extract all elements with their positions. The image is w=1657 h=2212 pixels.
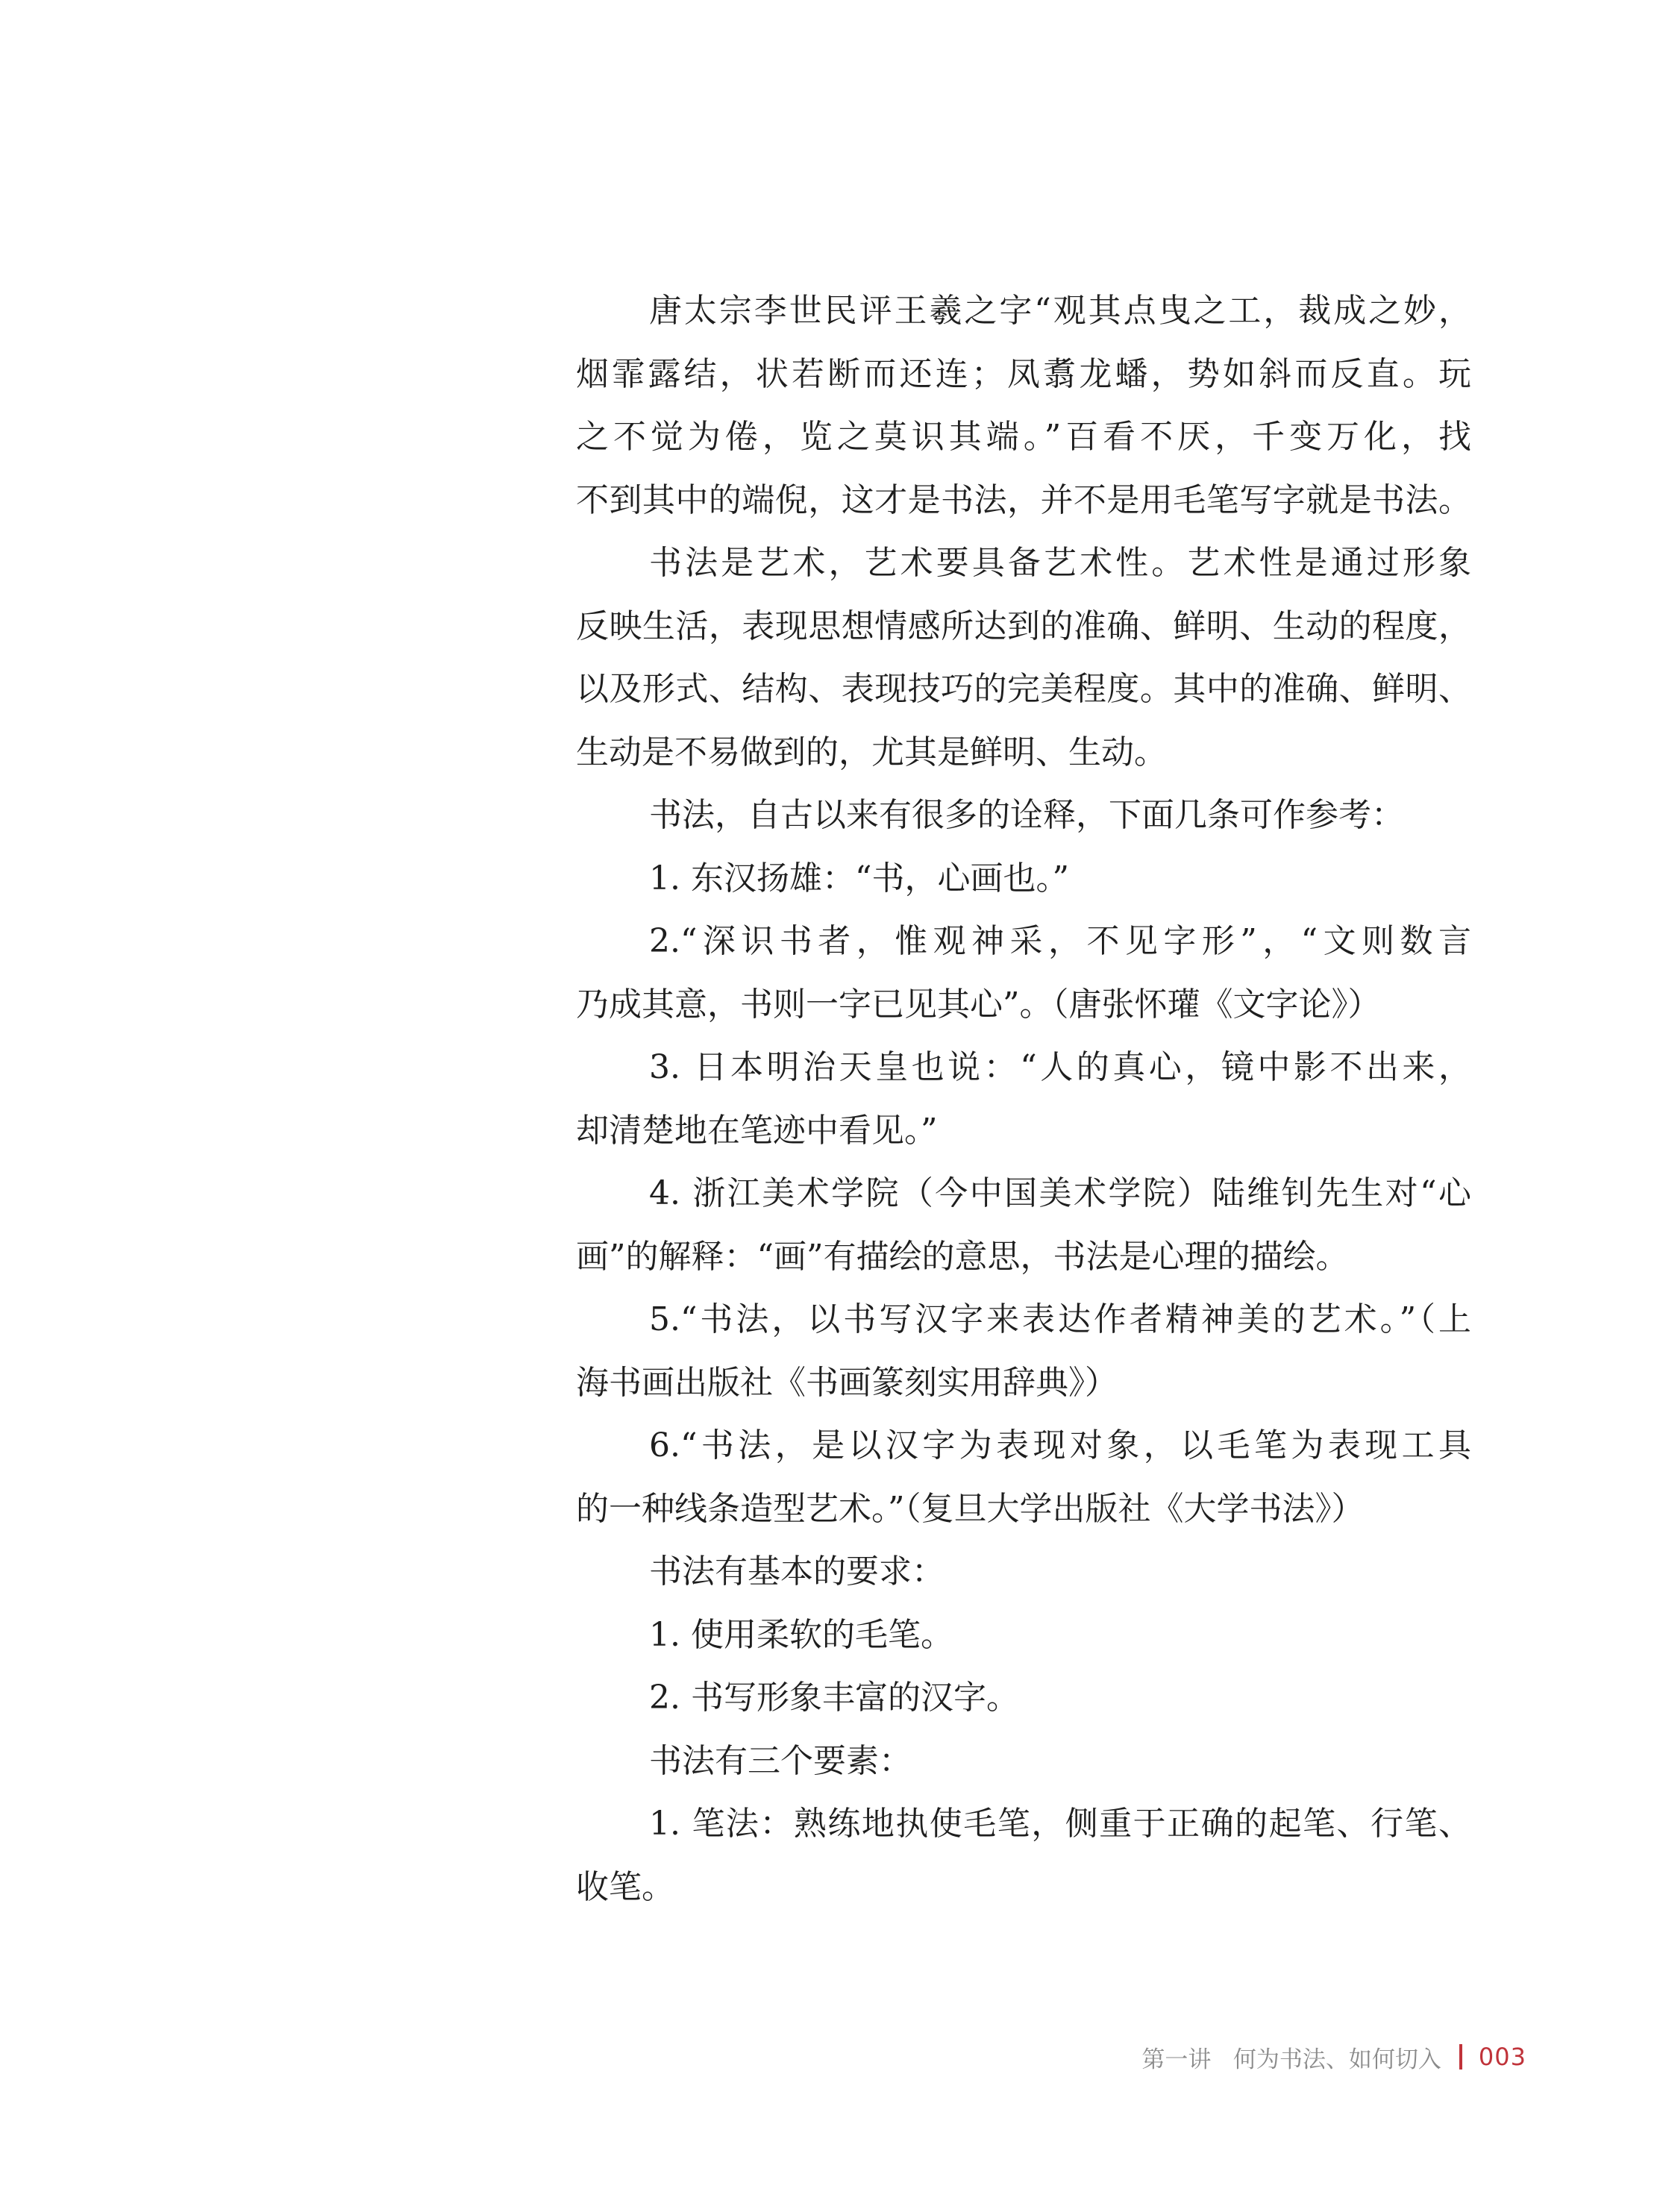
list-item-continuation: 海书画出版社《书画篆刻实用辞典》）	[576, 1363, 1118, 1402]
list-item: 4. 浙江美术学院（今中国美术学院）陆维钊先生对“心	[649, 1174, 1471, 1212]
paragraph-line: 生动是不易做到的，尤其是鲜明、生动。	[576, 733, 1167, 771]
paragraph-line: 烟霏露结，状若断而还连；凤翥龙蟠，势如斜而反直。玩	[576, 354, 1471, 393]
paragraph-line: 书法有基本的要求：	[649, 1553, 945, 1591]
paragraph-line: 之不觉为倦，览之莫识其端。”百看不厌，千变万化，找	[576, 418, 1471, 456]
footer-divider	[1459, 2044, 1462, 2070]
page-number: 003	[1478, 2043, 1526, 2071]
list-item: 6.“书法，是以汉字为表现对象，以毛笔为表现工具	[649, 1426, 1471, 1464]
list-item: 5.“书法，以书写汉字来表达作者精神美的艺术。”（上	[649, 1300, 1471, 1338]
list-item-continuation: 却清楚地在笔迹中看见。”	[576, 1111, 938, 1150]
chapter-title: 第一讲 何为书法、如何切入	[1141, 2046, 1441, 2073]
paragraph-line: 书法有三个要素：	[649, 1741, 912, 1780]
list-item-continuation: 乃成其意，书则一字已见其心”。（唐张怀瓘《文字论》）	[576, 985, 1381, 1024]
paragraph-line: 书法，自古以来有很多的诠释，下面几条可作参考：	[649, 796, 1404, 834]
paragraph-line: 书法是艺术，艺术要具备艺术性。艺术性是通过形象	[649, 544, 1471, 582]
list-item: 2.“深识书者，惟观神采，不见字形”，“文则数言	[649, 922, 1471, 960]
list-item: 2. 书写形象丰富的汉字。	[649, 1679, 1019, 1717]
list-item: 1. 东汉扬雄：“书，心画也。”	[649, 859, 1069, 897]
body-text	[576, 280, 1471, 1919]
list-item: 3. 日本明治天皇也说：“人的真心，镜中影不出来，	[649, 1048, 1471, 1086]
paragraph-line: 以及形式、结构、表现技巧的完美程度。其中的准确、鲜明、	[576, 670, 1471, 708]
list-item-continuation: 画”的解释：“画”有描绘的意思，书法是心理的描绘。	[576, 1237, 1349, 1276]
paragraph-line: 唐太宗李世民评王羲之字“观其点曳之工，裁成之妙，	[649, 292, 1471, 330]
list-item-continuation: 收笔。	[576, 1867, 674, 1906]
list-item: 1. 笔法：熟练地执使毛笔，侧重于正确的起笔、行笔、	[649, 1805, 1471, 1843]
list-item-continuation: 的一种线条造型艺术。”（复旦大学出版社《大学书法》）	[576, 1489, 1365, 1528]
list-item: 1. 使用柔软的毛笔。	[649, 1615, 953, 1654]
paragraph-line: 不到其中的端倪，这才是书法，并不是用毛笔写字就是书法。	[576, 480, 1471, 519]
paragraph-line: 反映生活，表现思想情感所达到的准确、鲜明、生动的程度，	[576, 607, 1471, 645]
page-footer	[1141, 2038, 1526, 2075]
